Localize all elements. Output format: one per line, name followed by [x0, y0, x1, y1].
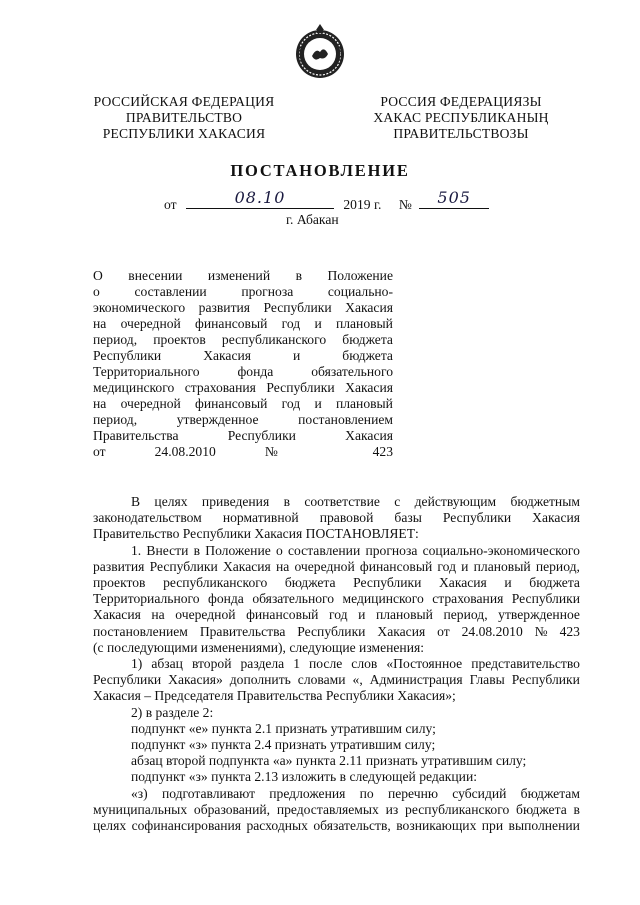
subject-line: О внесении изменений в Положение [93, 268, 393, 283]
subject-line: период, утвержденное постановлением [93, 412, 393, 427]
subject-line: период, проектов республиканского бюджета [93, 332, 393, 347]
subject-line: от 24.08.2010 № 423 [93, 444, 393, 459]
body-line: Хакасия на очередной финансовый год и плановый период, утвержденное [93, 607, 580, 623]
body-line: Территориального фонда обязательного медицинского страхования Республики [93, 591, 580, 607]
date-handwritten: 08.10 [234, 188, 286, 207]
year-label: 2019 г. [343, 197, 382, 212]
coat-of-arms-emblem [290, 22, 350, 82]
header-line: РОССИЯ ФЕДЕРАЦИЯЗЫ [380, 94, 542, 109]
header-line: РЕСПУБЛИКИ ХАКАСИЯ [102, 126, 266, 141]
city-label: г. Абакан [286, 212, 339, 227]
body-line: абзац второй подпункта «а» пункта 2.11 признать утратившим силу; [131, 753, 527, 769]
header-line: ХАКАС РЕСПУБЛИКАНЫҢ [373, 110, 549, 125]
body-line: 1. Внести в Положение о составлении прогноза социально-экономического [131, 542, 580, 558]
body-line: проектов республиканского бюджета Республики Хакасия и бюджета [93, 575, 580, 591]
subject-line: Республики Хакасия и бюджета [93, 348, 393, 363]
date-line [164, 188, 489, 213]
subject-line: на очередной финансовый год и плановый [93, 396, 393, 411]
subject-line: Территориального фонда обязательного [93, 364, 393, 379]
document-title: ПОСТАНОВЛЕНИЕ [230, 161, 410, 180]
subject-line: экономического развития Республики Хакасия [93, 300, 393, 315]
body-line: «з) подготавливают предложения по перечню субсидий бюджетам [131, 785, 580, 801]
body-line: развития Республики Хакасия на очередной финансовый год и плановый период, [93, 558, 580, 574]
body-line: муниципальных образований, предоставляемых из республиканского бюджета в [93, 801, 580, 817]
body-line: целях софинансирования расходных обязательств, возникающих при выполнении [93, 818, 580, 834]
header-line: РОССИЙСКАЯ ФЕДЕРАЦИЯ [93, 94, 275, 109]
number-label: № [398, 197, 412, 212]
document-body [93, 494, 580, 834]
body-line: (с последующими изменениями), следующие изменения: [93, 639, 425, 655]
number-handwritten: 505 [437, 188, 471, 207]
body-line: подпункт «е» пункта 2.1 признать утратившим силу; [131, 720, 436, 736]
subject-line: на очередной финансовый год и плановый [93, 316, 393, 331]
subject-line: Правительства Республики Хакасия [93, 428, 393, 443]
number-field [419, 188, 489, 209]
document-subject [93, 268, 393, 460]
body-line: постановлением Правительства Республики Хакасия от 24.08.2010 № 423 [93, 623, 580, 639]
body-line: Правительство Республики Хакасия ПОСТАНОВЛЯЕТ: [93, 526, 419, 542]
body-line: Республики Хакасия» дополнить словами «, Администрация Главы Республики [93, 672, 580, 688]
header-line: ПРАВИТЕЛЬСТВОЗЫ [393, 126, 529, 141]
header-line: ПРАВИТЕЛЬСТВО [125, 110, 243, 125]
body-line: законодательством нормативной правовой базы Республики Хакасия [93, 510, 580, 526]
date-from-label: от [164, 197, 177, 212]
body-line: Хакасия – Председателя Правительства Республики Хакасия»; [93, 688, 456, 704]
body-line: подпункт «з» пункта 2.4 признать утратившим силу; [131, 737, 436, 753]
subject-line: медицинского страхования Республики Хакасия [93, 380, 393, 395]
date-field [186, 188, 334, 209]
body-line: подпункт «з» пункта 2.13 изложить в следующей редакции: [131, 769, 477, 785]
body-line: 2) в разделе 2: [131, 704, 214, 720]
body-line: В целях приведения в соответствие с действующим бюджетным [131, 494, 580, 509]
body-line: 1) абзац второй раздела 1 после слов «Постоянное представительство [131, 656, 580, 672]
header-right-khakas [356, 94, 566, 142]
subject-line: о составлении прогноза социально- [93, 284, 393, 299]
header-left-russian [86, 94, 282, 142]
